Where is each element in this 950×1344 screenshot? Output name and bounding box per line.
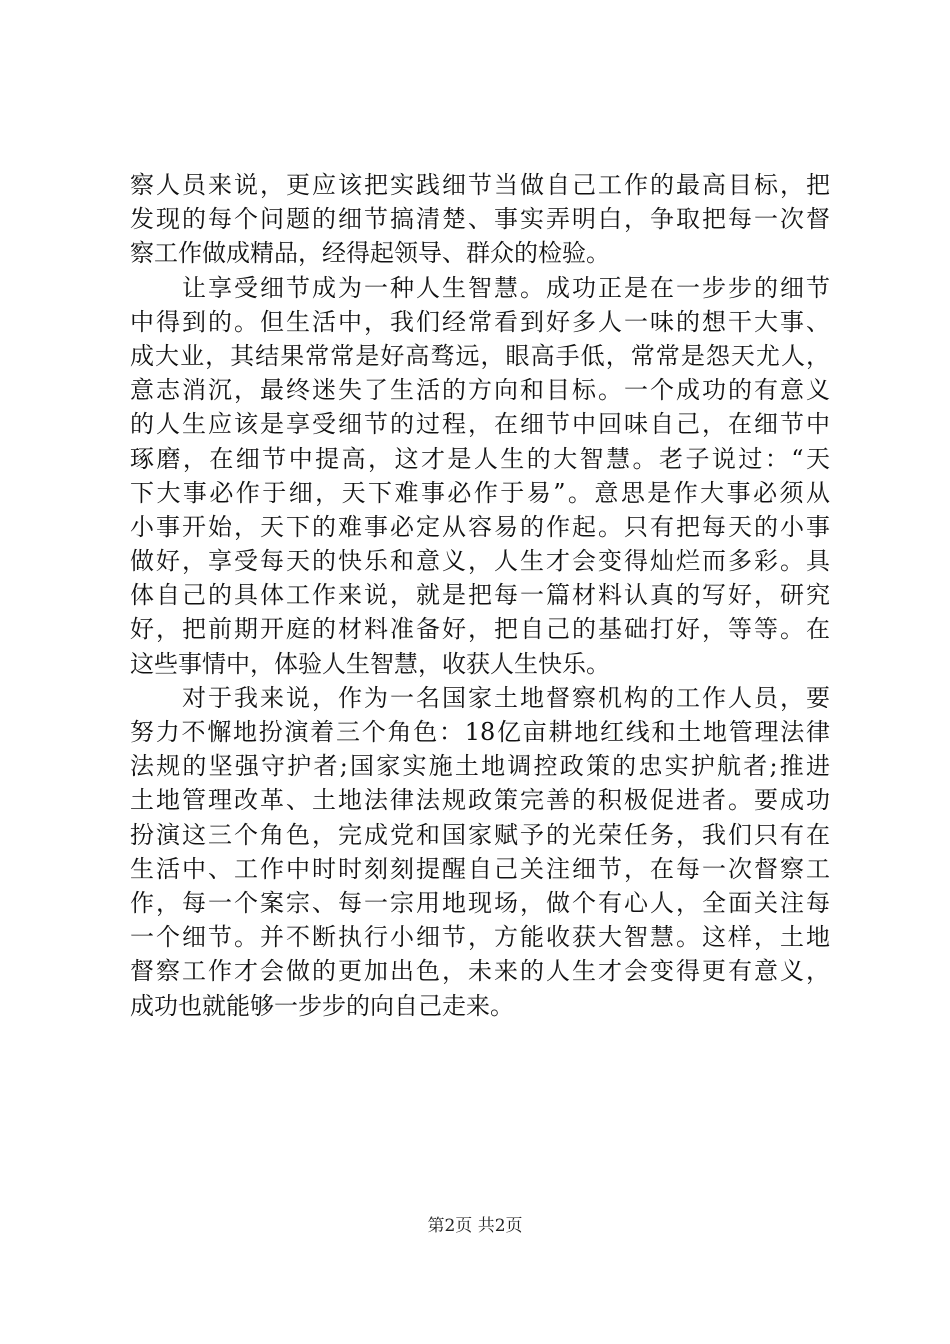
text-line: 好，把前期开庭的材料准备好，把自己的基础打好，等等。在 [130, 615, 830, 644]
text-line: 土地管理改革、土地法律法规政策完善的积极促进者。要成功 [130, 786, 830, 815]
text-line: 琢磨，在细节中提高，这才是人生的大智慧。老子说过：“天 [130, 444, 830, 473]
text-line: 让享受细节成为一种人生智慧。成功正是在一步步的细节 [130, 273, 830, 302]
text-line: 发现的每个问题的细节搞清楚、事实弄明白，争取把每一次督 [130, 205, 830, 234]
text-line: 这些事情中，体验人生智慧，收获人生快乐。 [130, 649, 610, 678]
text-line: 下大事必作于细，天下难事必作于易”。意思是作大事必须从 [130, 478, 830, 507]
text-line: 做好，享受每天的快乐和意义，人生才会变得灿烂而多彩。具 [130, 547, 830, 576]
text-line: 法规的坚强守护者;国家实施土地调控政策的忠实护航者;推进 [130, 752, 830, 781]
page-footer: 第2页 共2页 [427, 1216, 523, 1236]
text-line: 作，每一个案宗、每一宗用地现场，做个有心人，全面关注每 [130, 888, 830, 917]
text-line: 一个细节。并不断执行小细节，方能收获大智慧。这样，土地 [130, 923, 830, 952]
text-line: 对于我来说，作为一名国家土地督察机构的工作人员，要 [130, 683, 830, 712]
text-line: 察工作做成精品，经得起领导、群众的检验。 [130, 239, 610, 268]
body-text [130, 168, 830, 1023]
text-line: 督察工作才会做的更加出色，未来的人生才会变得更有意义， [130, 957, 830, 986]
text-line: 察人员来说，更应该把实践细节当做自己工作的最高目标，把 [130, 171, 830, 199]
text-line: 努力不懈地扮演着三个角色：18亿亩耕地红线和土地管理法律 [130, 718, 830, 746]
text-line: 生活中、工作中时时刻刻提醒自己关注细节，在每一次督察工 [130, 854, 830, 883]
text-line: 的人生应该是享受细节的过程，在细节中回味自己，在细节中 [130, 410, 830, 439]
text-line: 成功也就能够一步步的向自己走来。 [130, 991, 514, 1020]
text-line: 成大业，其结果常常是好高骛远，眼高手低，常常是怨天尤人， [130, 341, 830, 370]
text-line: 小事开始，天下的难事必定从容易的作起。只有把每天的小事 [130, 512, 830, 541]
text-line: 中得到的。但生活中，我们经常看到好多人一味的想干大事、 [130, 307, 830, 336]
text-line: 体自己的具体工作来说，就是把每一篇材料认真的写好，研究 [130, 581, 830, 610]
text-line: 意志消沉，最终迷失了生活的方向和目标。一个成功的有意义 [130, 376, 830, 405]
text-line: 扮演这三个角色，完成党和国家赋予的光荣任务，我们只有在 [130, 820, 830, 849]
